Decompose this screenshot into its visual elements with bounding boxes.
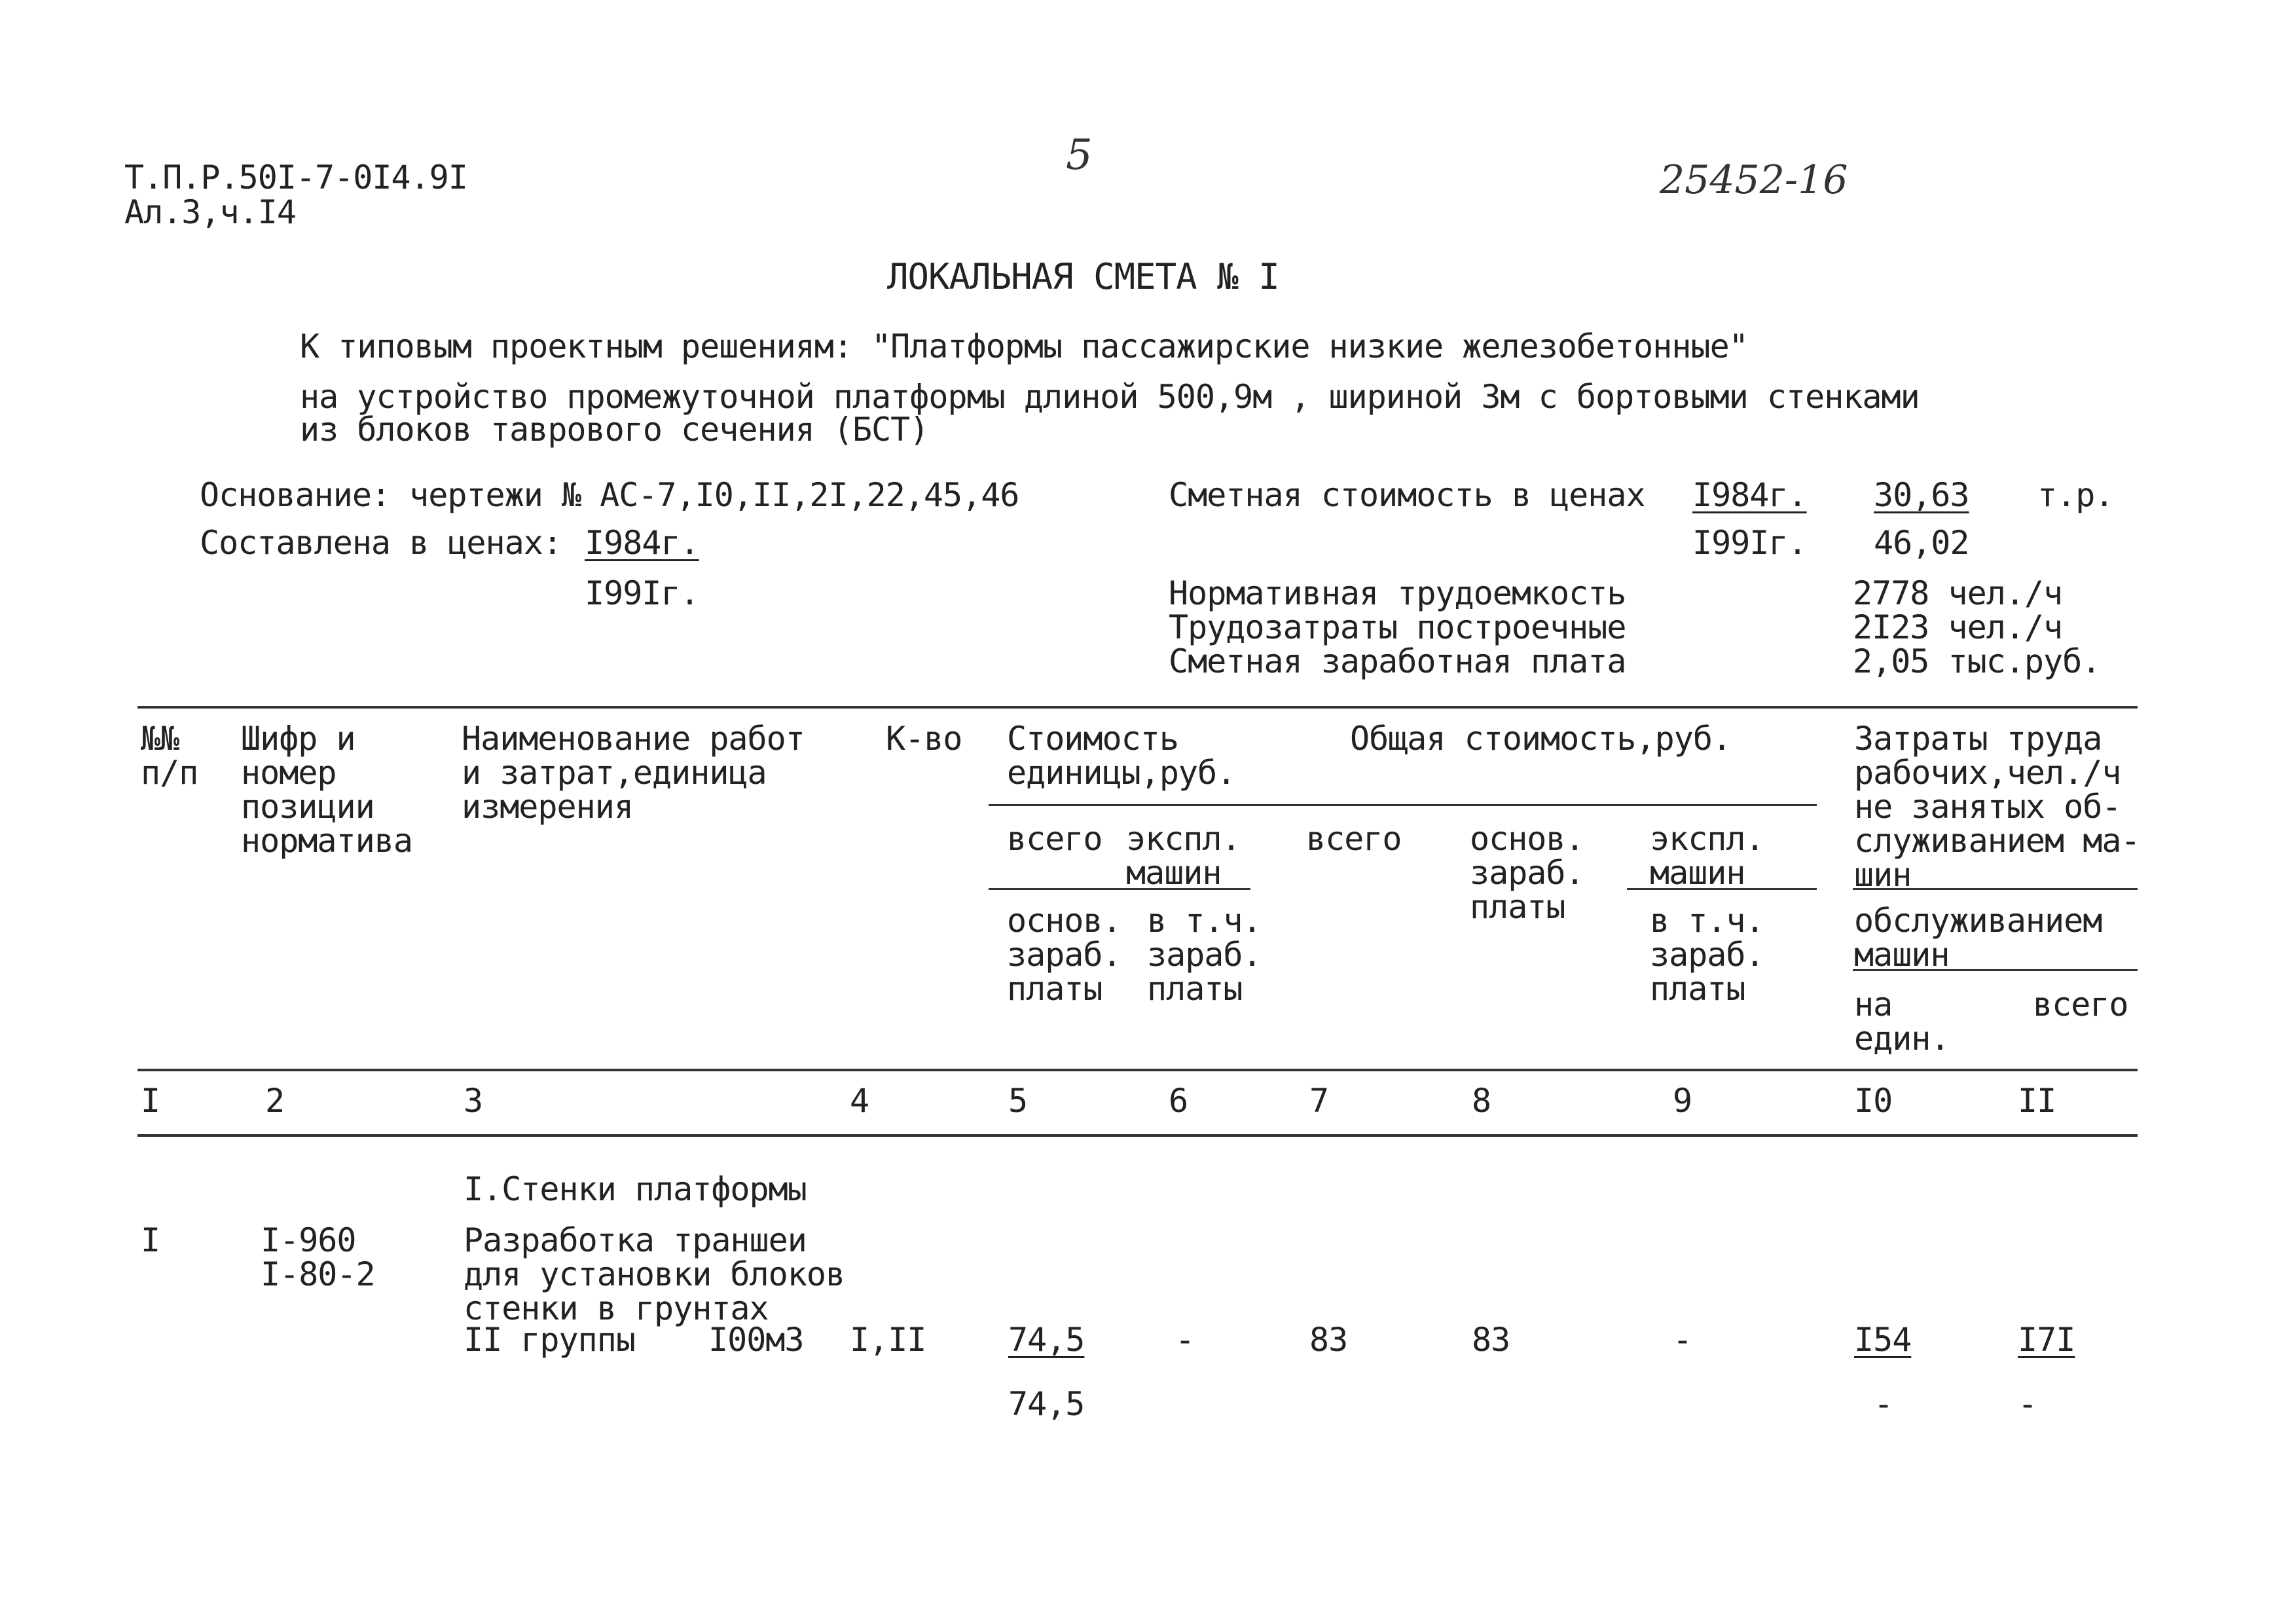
header-unit-cost: Стоимость единицы,руб.: [1007, 720, 1236, 792]
prices-label: Составлена в ценах:: [200, 524, 562, 562]
header-total-all: всего: [1306, 820, 1402, 858]
cost-year-1991: I99Iг.: [1692, 524, 1807, 562]
row-labor-total-sub: -: [2018, 1385, 2037, 1423]
prices-year-1984: I984г.: [585, 524, 699, 562]
subtitle-line-3: из блоков таврового сечения (БСТ): [300, 411, 929, 449]
header-total-incl-wage: в т.ч. зараб. платы: [1650, 902, 1764, 1008]
column-number: 9: [1673, 1082, 1692, 1120]
page-number: 5: [1066, 131, 1093, 179]
header-qty: К-во: [886, 720, 962, 758]
header-labor-per-unit: на един.: [1854, 986, 1950, 1058]
row-name-group: II группы: [464, 1321, 635, 1359]
row-unit: I00м3: [708, 1321, 804, 1359]
build-labor-label: Трудозатраты построечные: [1169, 608, 1626, 646]
header-unit-wage: основ. зараб. платы: [1007, 902, 1121, 1008]
column-number: 6: [1169, 1082, 1188, 1120]
row-total: 83: [1309, 1321, 1348, 1359]
page-title: ЛОКАЛЬНАЯ СМЕТА № I: [887, 256, 1279, 297]
row-unit-total: 74,5: [1008, 1321, 1085, 1359]
wage-value: 2,05 тыс.руб.: [1853, 642, 2101, 680]
column-numbers-rule: [137, 1134, 2138, 1137]
cost-year-1984: I984г.: [1692, 476, 1807, 514]
row-num: I: [141, 1221, 160, 1259]
row-total-wage: 83: [1472, 1321, 1510, 1359]
column-number: 3: [464, 1082, 483, 1120]
header-total-wage: основ. зараб. платы: [1470, 820, 1584, 926]
header-labor-total: всего: [2033, 986, 2128, 1024]
row-unit-mach: -: [1175, 1321, 1195, 1359]
wage-label: Сметная заработная плата: [1169, 642, 1626, 680]
column-number: 8: [1472, 1082, 1491, 1120]
cost-unit: т.р.: [2037, 476, 2114, 514]
cost-header-rule: [989, 804, 1817, 806]
build-labor-value: 2I23 чел./ч: [1853, 608, 2063, 646]
column-number: 4: [850, 1082, 869, 1120]
section-title: I.Стенки платформы: [464, 1170, 807, 1208]
row-labor-unit: I54: [1854, 1321, 1912, 1359]
norm-labor-label: Нормативная трудоемкость: [1169, 574, 1626, 612]
table-top-rule: [137, 706, 2138, 709]
header-unit-total: всего: [1007, 820, 1102, 858]
row-total-mach: -: [1673, 1321, 1692, 1359]
row-qty: I,II: [850, 1321, 926, 1359]
norm-labor-value: 2778 чел./ч: [1853, 574, 2063, 612]
header-total-mach: экспл. машин: [1650, 820, 1764, 892]
row-labor-total: I7I: [2018, 1321, 2075, 1359]
header-unit-mach: экспл. машин: [1126, 820, 1241, 892]
column-number: I0: [1854, 1082, 1893, 1120]
header-bottom-rule: [137, 1069, 2138, 1071]
header-labor-service: обслуживанием машин: [1854, 902, 2102, 974]
column-number: 2: [265, 1082, 285, 1120]
header-labor: Затраты труда рабочих,чел./ч не занятых об- служиванием ма- шин: [1854, 720, 2140, 894]
document-code: Т.П.Р.50I-7-0I4.9I: [124, 158, 467, 196]
archive-number: 25452-16: [1660, 157, 1848, 203]
album-reference: Ал.3,ч.I4: [124, 193, 296, 231]
estimated-cost-label: Сметная стоимость в ценах: [1169, 476, 1645, 514]
subtitle-line-1: К типовым проектным решениям: "Платформы пассажирские низкие железобетонные": [300, 327, 1748, 365]
header-num: №№ п/п: [141, 720, 198, 792]
row-labor-unit-sub: -: [1874, 1385, 1893, 1423]
header-name: Наименование работ и затрат,единица измерения: [462, 720, 805, 826]
row-code: I-960 I-80-2: [261, 1221, 375, 1293]
prices-year-1991: I99Iг.: [585, 574, 699, 612]
basis-drawings: Основание: чертежи № АС-7,I0,II,2I,22,45,46: [200, 476, 1019, 514]
row-name: Разработка траншеи для установки блоков стенки в грунтах: [464, 1221, 845, 1327]
header-unit-incl-wage: в т.ч. зараб. платы: [1147, 902, 1262, 1008]
column-number: II: [2018, 1082, 2056, 1120]
header-code: Шифр и номер позиции норматива: [241, 720, 412, 860]
column-number: 7: [1309, 1082, 1329, 1120]
column-number: 5: [1008, 1082, 1028, 1120]
column-number: I: [141, 1082, 160, 1120]
subtitle-line-2: на устройство промежуточной платформы длиной 500,9м , шириной 3м с бортовыми стенками: [300, 378, 1920, 416]
cost-value-1984: 30,63: [1874, 476, 1969, 514]
cost-value-1991: 46,02: [1874, 524, 1969, 562]
header-total-cost: Общая стоимость,руб.: [1350, 720, 1732, 758]
row-unit-wage: 74,5: [1008, 1385, 1085, 1423]
